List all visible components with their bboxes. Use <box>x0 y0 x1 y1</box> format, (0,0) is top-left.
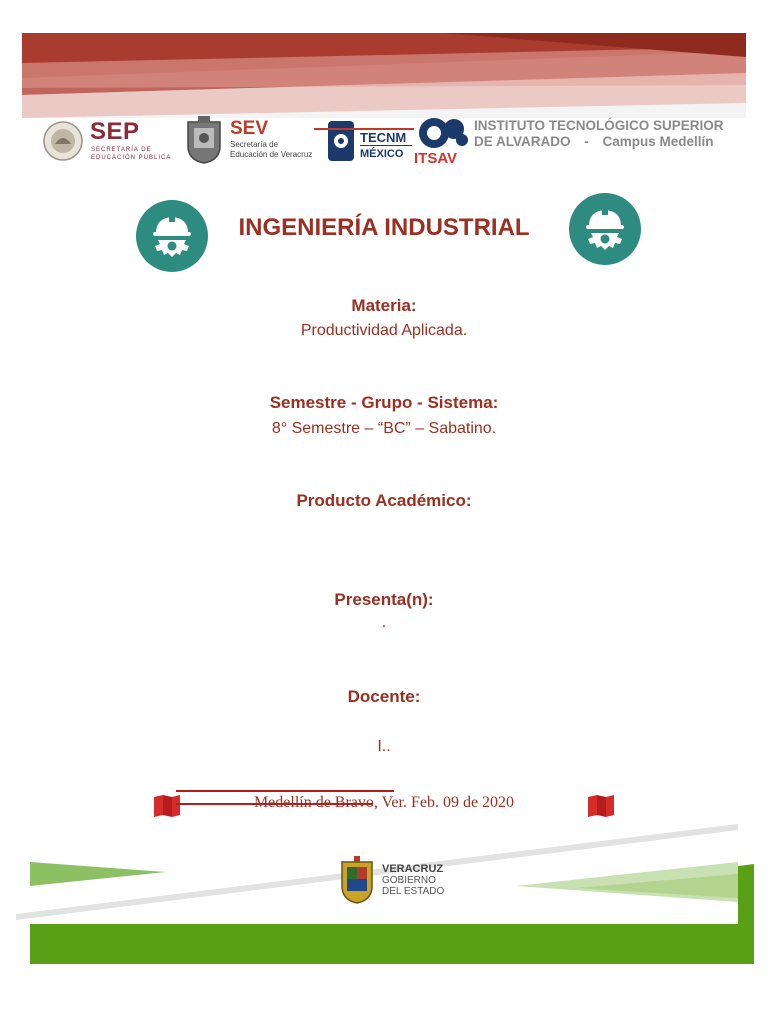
materia-value: Productividad Aplicada. <box>300 322 468 339</box>
institute-line1: INSTITUTO TECNOLÓGICO SUPERIOR <box>474 118 724 133</box>
itsav-abbr: ITSAV <box>414 150 458 167</box>
tecnm-country: MÉXICO <box>360 148 404 160</box>
docente-value: I.. <box>377 738 391 755</box>
institute-line2-sep: - <box>584 134 589 149</box>
presenta-value: . <box>381 614 387 631</box>
career-title: INGENIERÍA INDUSTRIAL <box>238 214 530 241</box>
veracruz-shield-icon <box>338 854 376 904</box>
top-banner <box>22 33 746 118</box>
pin-flag-icon <box>151 793 183 819</box>
sep-line2: EDUCACIÓN PÚBLICA <box>91 155 172 161</box>
sev-line2: Educación de Veracruz <box>230 150 313 159</box>
veracruz-logo <box>338 854 458 906</box>
veracruz-line2: GOBIERNO <box>382 875 436 886</box>
veracruz-line1: VERACRUZ <box>382 863 444 875</box>
tecnm-gear-icon <box>326 119 356 163</box>
sep-abbr: SEP <box>90 118 140 145</box>
producto-label: Producto Académico: <box>296 491 472 510</box>
docente-label: Docente: <box>347 687 421 706</box>
itsav-emblem-icon <box>416 116 468 150</box>
presenta-label: Presenta(n): <box>334 590 434 609</box>
date-red-rule <box>176 790 394 792</box>
veracruz-line3: DEL ESTADO <box>382 886 445 897</box>
tecnm-abbr: TECNM <box>360 130 407 145</box>
tecnm-rule <box>360 145 412 146</box>
sev-abbr: SEV <box>230 118 269 139</box>
sev-line1: Secretaría de <box>230 140 279 149</box>
institute-line2-a: DE ALVARADO <box>474 134 571 149</box>
tecnm-logo <box>314 117 414 167</box>
pin-flag-icon <box>585 793 617 819</box>
semestre-value: 8° Semestre – “BC” – Sabatino. <box>271 420 497 437</box>
sev-logo <box>184 116 319 166</box>
itsav-logo <box>412 116 468 168</box>
engineering-gear-icon <box>569 193 641 265</box>
veracruz-shield-icon <box>184 116 224 164</box>
institute-name <box>474 118 744 149</box>
sep-line1: SECRETARÍA DE <box>91 147 152 153</box>
sep-logo <box>42 118 172 166</box>
mexico-shield-icon <box>42 120 84 162</box>
engineering-gear-icon <box>136 200 208 272</box>
institute-line2-b: Campus Medellín <box>602 134 714 149</box>
semestre-label: Semestre - Grupo - Sistema: <box>269 393 499 412</box>
institute-line2 <box>474 134 744 149</box>
materia-label: Materia: <box>351 296 417 315</box>
place-date: Medellín de Bravo, Ver. Feb. 09 de 2020 <box>253 794 515 811</box>
